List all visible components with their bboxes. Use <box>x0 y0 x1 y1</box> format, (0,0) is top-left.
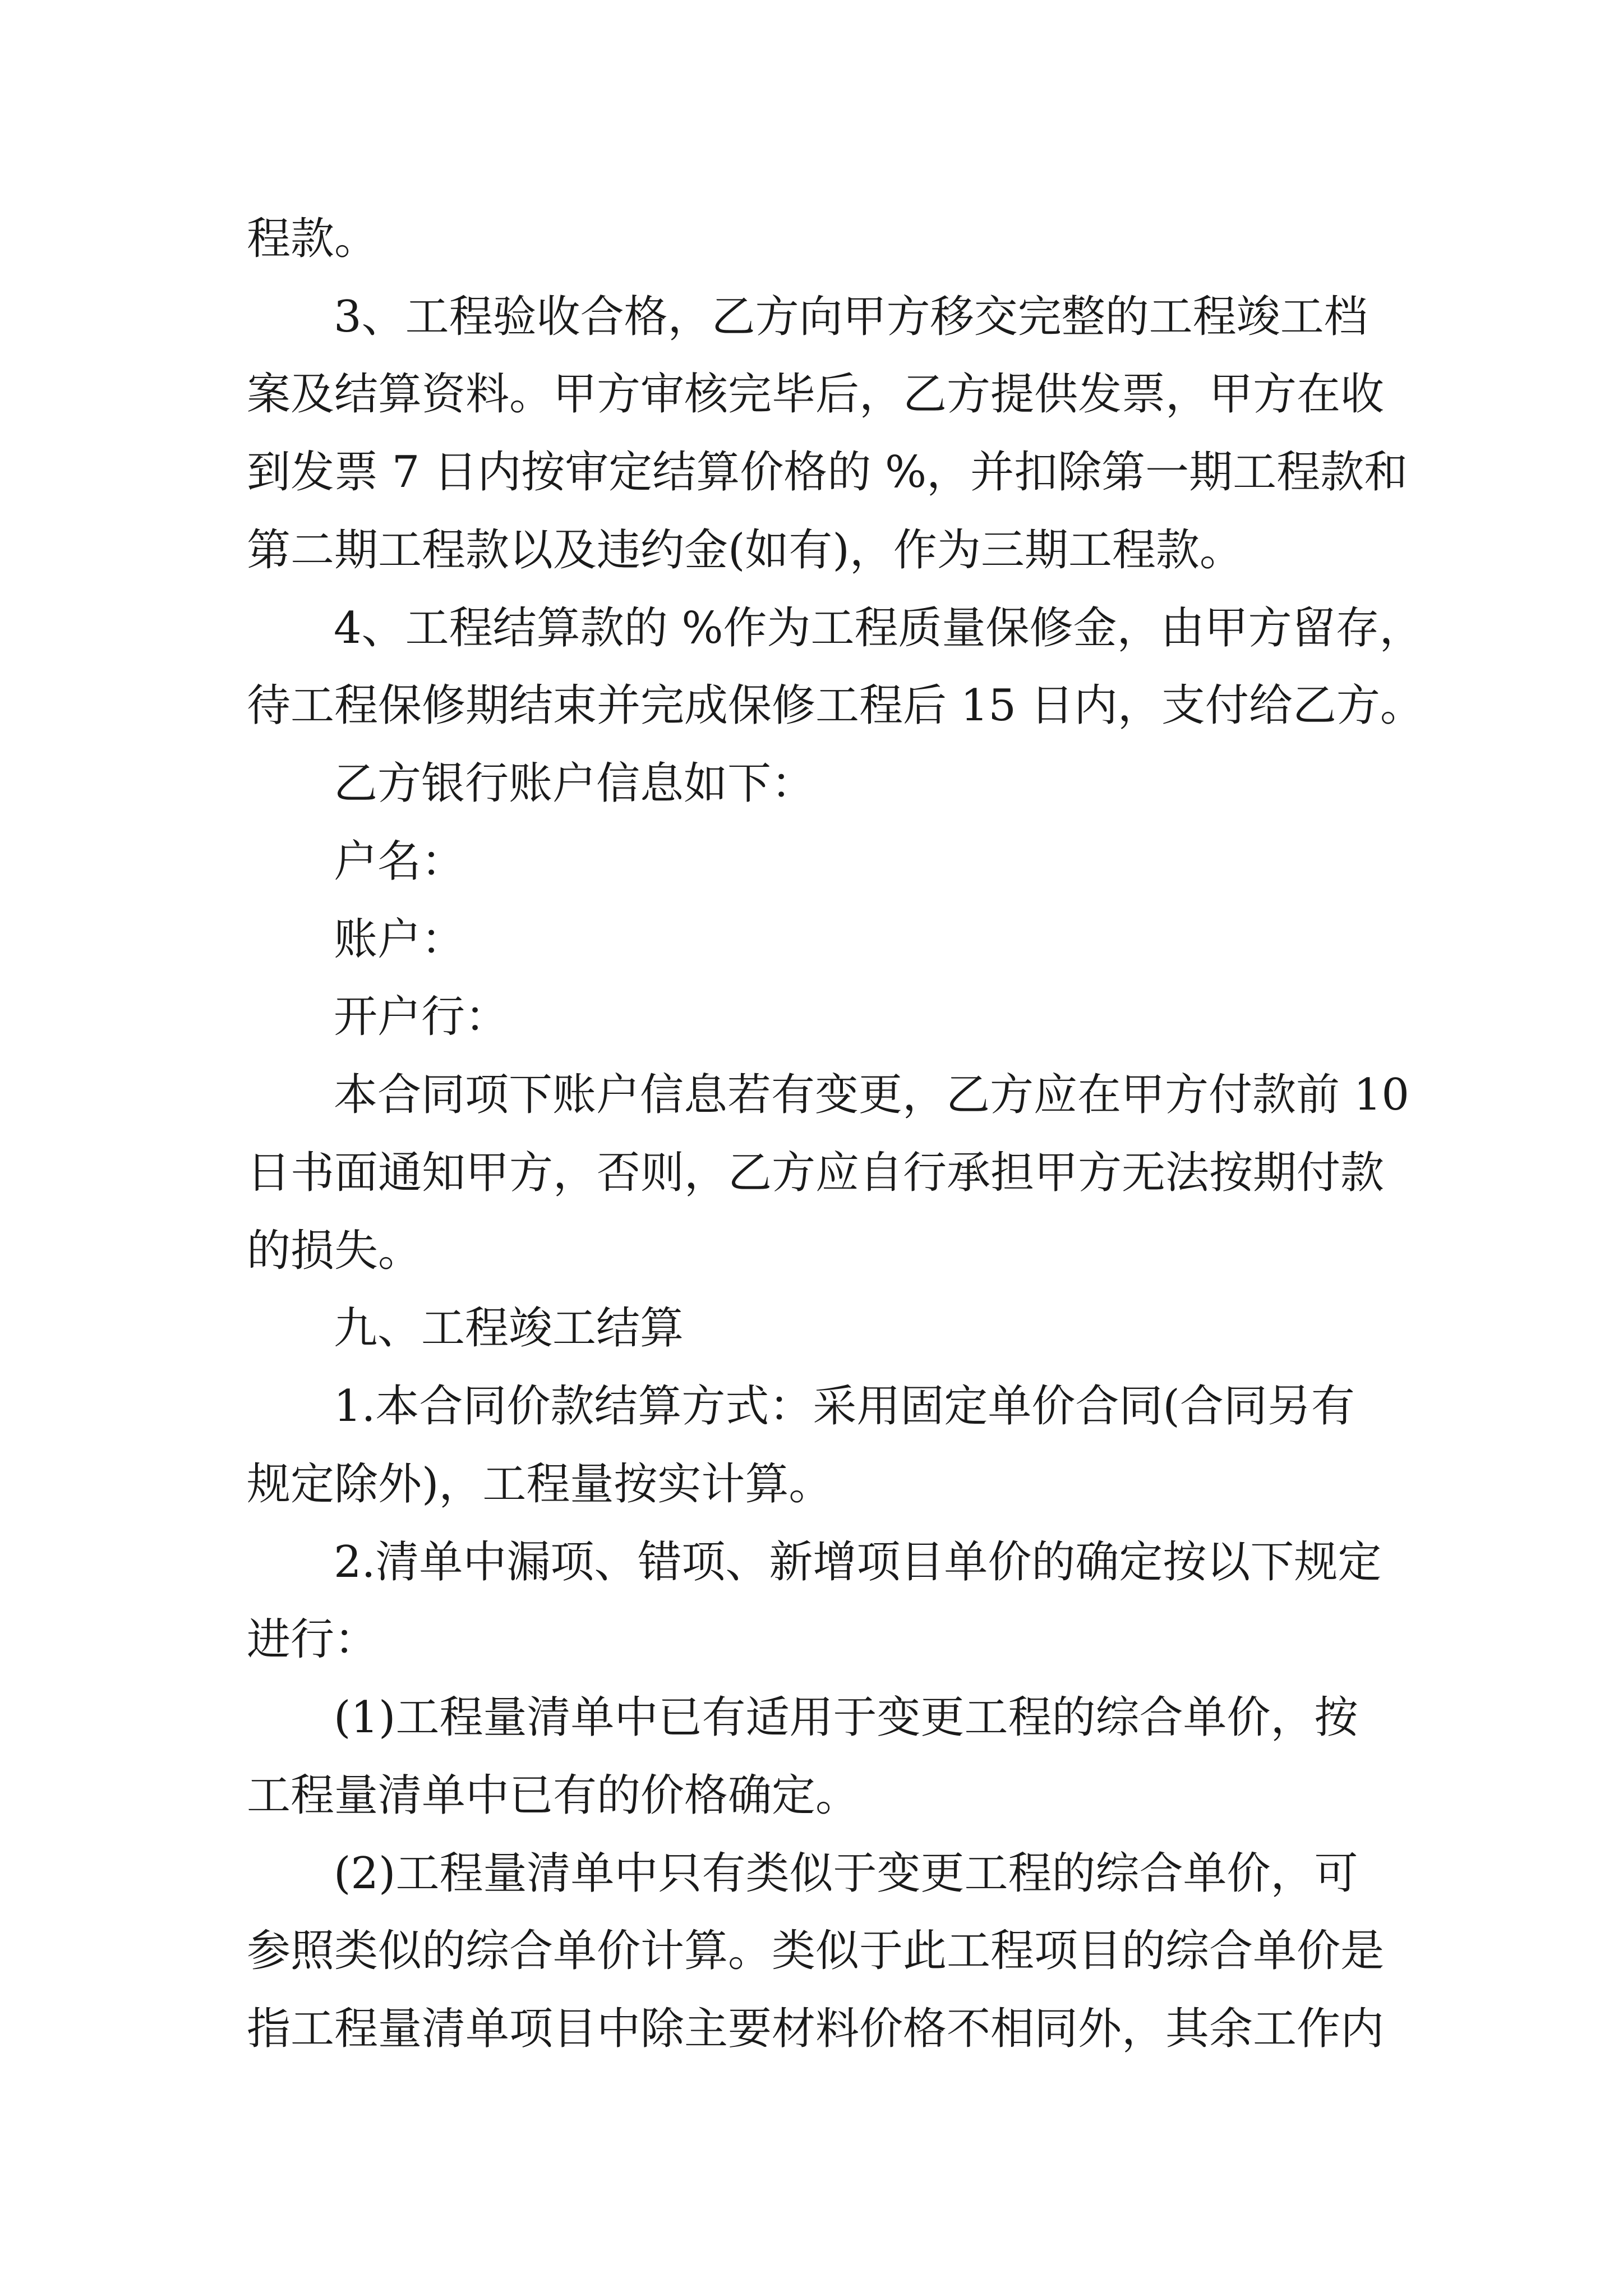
text-line-17: 规定除外)，工程量按实计算。 <box>247 1459 833 1510</box>
text-line-20: (1)工程量清单中已有适用于变更工程的综合单价，按 <box>334 1692 1358 1743</box>
text-line-1: 程款。 <box>247 214 379 264</box>
text-line-11: 开户行： <box>334 992 509 1042</box>
text-line-12: 本合同项下账户信息若有变更，乙方应在甲方付款前 10 <box>334 1070 1410 1120</box>
text-line-7: 待工程保修期结束并完成保修工程后 15 日内，支付给乙方。 <box>247 680 1424 731</box>
text-line-9: 户名： <box>334 836 465 887</box>
text-line-4: 到发票 7 日内按审定结算价格的 %，并扣除第一期工程款和 <box>247 447 1408 498</box>
section-heading: 九、工程竣工结算 <box>334 1303 684 1354</box>
text-line-23: 参照类似的综合单价计算。类似于此工程项目的综合单价是 <box>247 1926 1385 1976</box>
text-line-14: 的损失。 <box>247 1226 422 1276</box>
text-line-8: 乙方银行账户信息如下： <box>334 758 815 809</box>
text-line-3: 案及结算资料。甲方审核完毕后，乙方提供发票，甲方在收 <box>247 369 1385 420</box>
text-line-5: 第二期工程款以及违约金(如有)，作为三期工程款。 <box>247 525 1243 576</box>
text-line-6: 4、工程结算款的 %作为工程质量保修金，由甲方留存， <box>334 603 1423 654</box>
text-line-22: (2)工程量清单中只有类似于变更工程的综合单价，可 <box>334 1848 1358 1899</box>
text-line-19: 进行： <box>247 1614 379 1665</box>
text-line-18: 2.清单中漏项、错项、新增项目单价的确定按以下规定 <box>334 1537 1382 1588</box>
text-line-24: 指工程量清单项目中除主要材料价格不相同外，其余工作内 <box>247 2004 1385 2054</box>
text-line-13: 日书面通知甲方，否则，乙方应自行承担甲方无法按期付款 <box>247 1148 1385 1198</box>
text-line-21: 工程量清单中已有的价格确定。 <box>247 1770 860 1821</box>
text-line-2: 3、工程验收合格，乙方向甲方移交完整的工程竣工档 <box>334 292 1368 342</box>
text-line-10: 账户： <box>334 914 465 965</box>
text-line-16: 1.本合同价款结算方式：采用固定单价合同(合同另有 <box>334 1381 1355 1432</box>
